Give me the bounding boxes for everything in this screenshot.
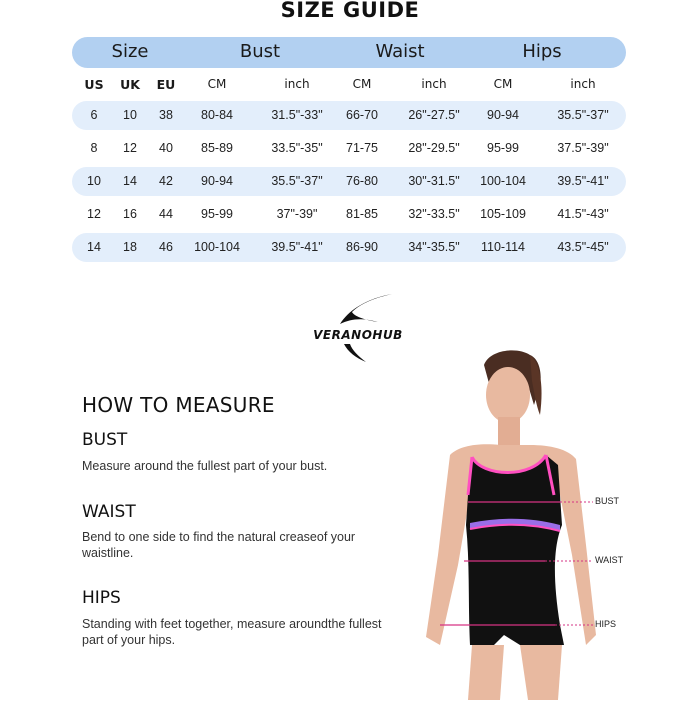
table-row xyxy=(72,200,626,229)
cell-hips-inch: 43.5"-45" xyxy=(557,240,609,254)
cell-hips-inch: 39.5"-41" xyxy=(557,174,609,188)
cell-us: 8 xyxy=(90,141,98,155)
how-to-measure-heading: HOW TO MEASURE xyxy=(82,393,275,417)
cell-bust-cm: 85-89 xyxy=(201,141,233,155)
hips-marker-label: HIPS xyxy=(595,619,617,629)
size-table xyxy=(72,37,626,266)
table-group-header xyxy=(72,37,626,68)
cell-waist-cm: 71-75 xyxy=(346,141,378,155)
group-header-hips: Hips xyxy=(522,41,562,62)
bust-heading: BUST xyxy=(82,430,128,450)
table-row xyxy=(72,101,626,130)
cell-us: 10 xyxy=(87,174,101,188)
cell-hips-cm: 95-99 xyxy=(487,141,519,155)
cell-eu: 42 xyxy=(159,174,173,188)
cell-us: 12 xyxy=(87,207,101,221)
brand-name: VERANOHUB xyxy=(313,328,403,342)
sub-header-eu: EU xyxy=(156,77,176,92)
bust-description: Measure around the fullest part of your bust. xyxy=(82,459,328,473)
cell-bust-cm: 80-84 xyxy=(201,108,233,122)
cell-bust-inch: 35.5"-37" xyxy=(271,174,323,188)
model-illustration xyxy=(400,345,640,700)
cell-bust-cm: 90-94 xyxy=(201,174,233,188)
waist-heading: WAIST xyxy=(82,502,136,522)
hips-heading: HIPS xyxy=(82,588,121,608)
group-header-bust: Bust xyxy=(239,41,281,62)
cell-bust-inch: 37"-39" xyxy=(276,207,318,221)
cell-hips-cm: 110-114 xyxy=(480,240,526,254)
cell-eu: 44 xyxy=(159,207,173,221)
cell-hips-inch: 35.5"-37" xyxy=(557,108,609,122)
cell-bust-cm: 95-99 xyxy=(201,207,233,221)
cell-eu: 40 xyxy=(159,141,173,155)
cell-waist-cm: 81-85 xyxy=(346,207,378,221)
cell-hips-inch: 41.5"-43" xyxy=(557,207,609,221)
cell-hips-cm: 105-109 xyxy=(480,207,526,221)
cell-hips-cm: 100-104 xyxy=(480,174,526,188)
brand-logo xyxy=(300,292,416,364)
cell-bust-inch: 39.5"-41" xyxy=(271,240,323,254)
cell-hips-inch: 37.5"-39" xyxy=(557,141,609,155)
cell-waist-inch: 26"-27.5" xyxy=(408,108,460,122)
sub-header-hips-cm: CM xyxy=(493,77,513,91)
bust-marker-label: BUST xyxy=(595,496,620,506)
cell-waist-inch: 32"-33.5" xyxy=(408,207,460,221)
cell-uk: 14 xyxy=(123,174,137,188)
model-figure xyxy=(400,345,640,700)
cell-us: 6 xyxy=(90,108,98,122)
cell-eu: 46 xyxy=(159,240,173,254)
cell-eu: 38 xyxy=(159,108,173,122)
cell-waist-cm: 66-70 xyxy=(346,108,378,122)
cell-uk: 18 xyxy=(123,240,137,254)
cell-uk: 10 xyxy=(123,108,137,122)
sub-header-hips-inch: inch xyxy=(570,77,596,91)
cell-bust-inch: 31.5"-33" xyxy=(271,108,323,122)
cell-waist-cm: 76-80 xyxy=(346,174,378,188)
cell-hips-cm: 90-94 xyxy=(487,108,519,122)
waist-description: Bend to one side to find the natural creaseof your waistline. xyxy=(82,530,356,560)
cell-waist-inch: 28"-29.5" xyxy=(408,141,460,155)
page-title: SIZE GUIDE xyxy=(280,0,420,22)
cell-bust-cm: 100-104 xyxy=(194,240,240,254)
group-header-waist: Waist xyxy=(375,41,425,62)
table-row xyxy=(72,233,626,262)
sub-header-waist-inch: inch xyxy=(421,77,447,91)
cell-bust-inch: 33.5"-35" xyxy=(271,141,323,155)
sub-header-uk: UK xyxy=(120,77,140,92)
sub-header-bust-inch: inch xyxy=(284,77,310,91)
cell-us: 14 xyxy=(87,240,101,254)
sub-header-bust-cm: CM xyxy=(207,77,227,91)
cell-uk: 12 xyxy=(123,141,137,155)
sub-header-waist-cm: CM xyxy=(352,77,372,91)
table-sub-header xyxy=(72,68,626,101)
cell-waist-inch: 34"-35.5" xyxy=(408,240,460,254)
group-header-size: Size xyxy=(111,41,149,62)
waist-marker-label: WAIST xyxy=(595,555,624,565)
table-row xyxy=(72,167,626,196)
cell-waist-cm: 86-90 xyxy=(346,240,378,254)
table-row xyxy=(72,134,626,163)
hips-description: Standing with feet together, measure aroundthe fullest part of your hips. xyxy=(82,617,382,647)
cell-uk: 16 xyxy=(123,207,137,221)
sub-header-us: US xyxy=(84,77,104,92)
cell-waist-inch: 30"-31.5" xyxy=(408,174,460,188)
